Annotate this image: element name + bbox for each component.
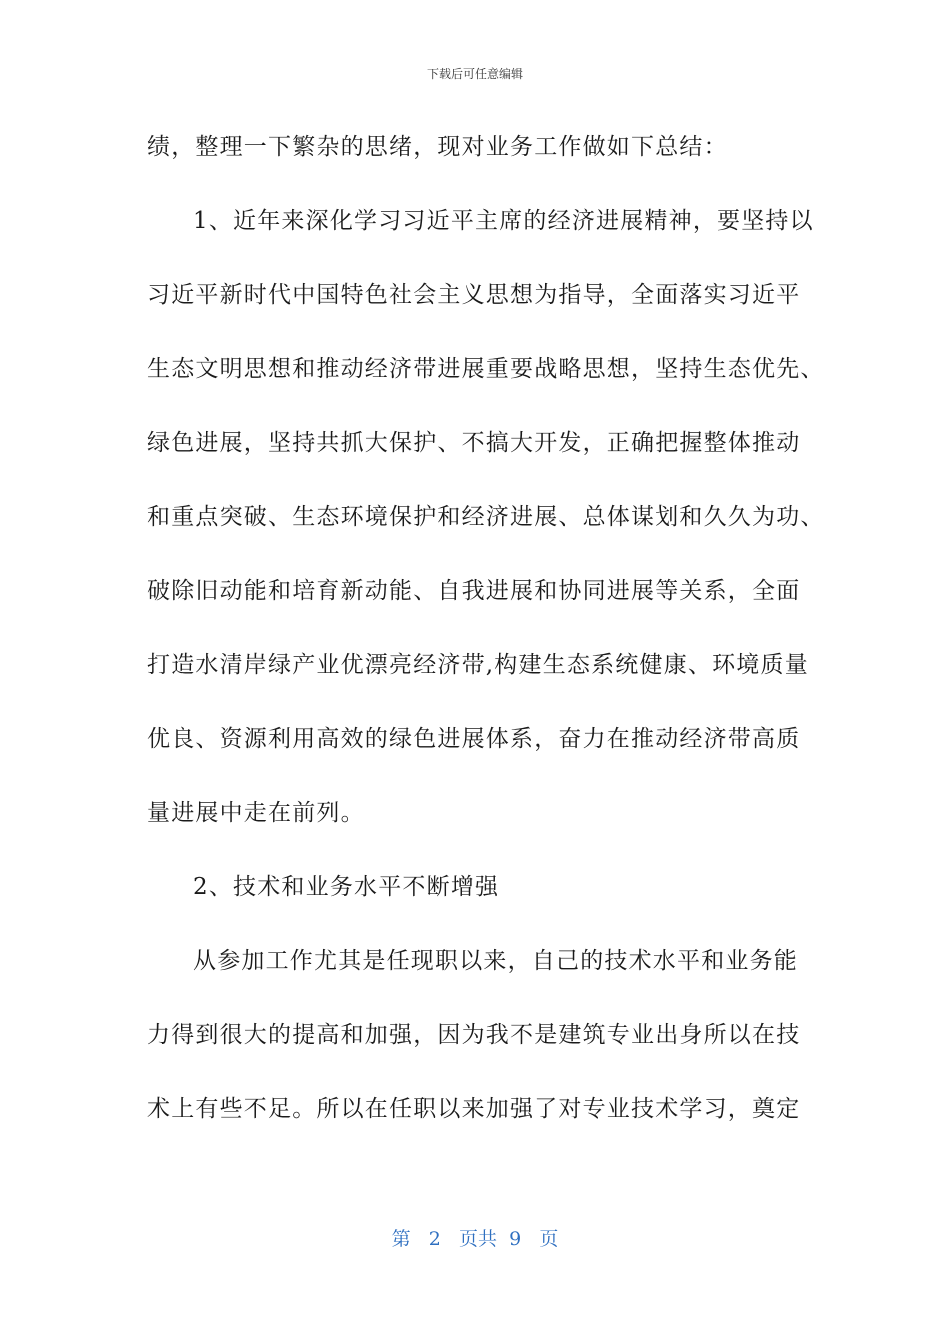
- body-line-4: 生态文明思想和推动经济带进展重要战略思想，坚持生态优先、: [147, 356, 825, 382]
- footer-total-pages: 9: [509, 1228, 522, 1250]
- footer-prefix: 第: [391, 1228, 411, 1250]
- page-header: 下载后可任意编辑: [426, 67, 523, 81]
- body-line-8: 打造水清岸绿产业优漂亮经济带,构建生态系统健康、环境质量: [147, 652, 809, 678]
- body-line-9: 优良、资源利用高效的绿色进展体系，奋力在推动经济带高质: [147, 726, 801, 752]
- body-line-7: 破除旧动能和培育新动能、自我进展和协同进展等关系，全面: [147, 578, 801, 604]
- body-line-5: 绿色进展，坚持共抓大保护、不搞大开发，正确把握整体推动: [147, 430, 801, 456]
- document-body: [147, 126, 825, 1162]
- body-line-10: 量进展中走在前列。: [147, 800, 365, 826]
- footer-suffix: 页: [539, 1228, 559, 1250]
- footer-middle: 页共: [459, 1228, 498, 1250]
- body-line-1: 绩，整理一下繁杂的思绪，现对业务工作做如下总结：: [147, 134, 728, 160]
- footer-current-page: 2: [428, 1228, 441, 1250]
- body-line-12: 从参加工作尤其是任现职以来，自己的技术水平和业务能: [193, 948, 798, 974]
- body-line-6: 和重点突破、生态环境保护和经济进展、总体谋划和久久为功、: [147, 504, 825, 530]
- body-line-2: 1、近年来深化学习习近平主席的经济进展精神，要坚持以: [193, 208, 814, 234]
- body-line-14: 术上有些不足。所以在任职以来加强了对专业技术学习，奠定: [147, 1096, 801, 1122]
- body-line-13: 力得到很大的提高和加强，因为我不是建筑专业出身所以在技: [147, 1022, 801, 1048]
- body-line-11: 2、技术和业务水平不断增强: [193, 874, 500, 900]
- page-footer: [0, 1226, 950, 1252]
- body-line-3: 习近平新时代中国特色社会主义思想为指导，全面落实习近平: [147, 282, 801, 308]
